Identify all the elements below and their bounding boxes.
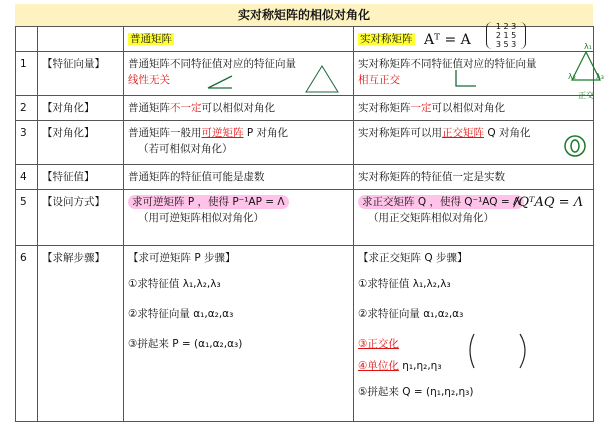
normal-text-b: 可逆矩阵 (201, 127, 244, 139)
normal-steps-head: 【求可逆矩阵 P 步骤】 (128, 252, 236, 264)
matrix-row: 2 1 5 (495, 31, 517, 40)
symmetric-question: 求正交矩阵 Q ，使得 Q⁻¹AQ = Λ (358, 195, 524, 209)
normal-text-c: P 对角化 (243, 127, 289, 139)
handwritten-orthogonal-equation: /QᵀAQ = Λ (514, 195, 584, 210)
right-angle-sketch-icon (456, 70, 476, 86)
symmetric-text: 实对称矩阵不同特征值对应的特征向量 (358, 58, 537, 70)
normal-text-b: 不一定 (170, 102, 202, 114)
green-triangle-icon (572, 52, 600, 80)
handwritten-lambda2: λ₂ (568, 72, 576, 81)
normal-text-c: 可以相似对角化 (201, 102, 275, 114)
symmetric-cell: 实对称矩阵的特征值一定是实数 (354, 165, 594, 190)
symmetric-step-3: ③正交化 (358, 338, 399, 350)
right-paren-icon (520, 334, 525, 368)
header-normal: 普通矩阵 (130, 33, 172, 45)
row-num: 4 (16, 165, 38, 190)
normal-note: （若可相似对角化） (138, 143, 233, 155)
normal-step: ③拼起来 P = (α₁,α₂,α₃) (128, 338, 243, 350)
symmetric-step: ①求特征值 λ₁,λ₂,λ₃ (358, 278, 451, 290)
row-num: 2 (16, 96, 38, 121)
matrix-row: 1 2 3 (495, 22, 517, 31)
vector-triangle-icon (306, 66, 338, 92)
angle-sketch-icon (208, 76, 232, 88)
normal-text-a: 普通矩阵 (128, 102, 170, 114)
symmetric-text-c: 可以相似对角化 (431, 102, 505, 114)
normal-step: ①求特征值 λ₁,λ₂,λ₃ (128, 278, 221, 290)
symmetric-text-a: 实对称矩阵 (358, 102, 411, 114)
handwritten-zhengjiao: 正交 (578, 91, 594, 100)
normal-question: 求可逆矩阵 P ，使得 P⁻¹AP = Λ (128, 195, 289, 209)
row-num: 5 (16, 190, 38, 246)
symmetric-note: （用正交矩阵相似对角化） (368, 212, 494, 224)
row-label: 【对角化】 (38, 121, 124, 165)
matrix-row: 3 5 3 (495, 40, 517, 49)
left-paren-icon (470, 334, 474, 368)
symmetric-text-a: 实对称矩阵可以用 (358, 127, 442, 139)
symmetric-step: ②求特征向量 α₁,α₂,α₃ (358, 308, 464, 320)
normal-text: 普通矩阵不同特征值对应的特征向量 (128, 58, 296, 70)
row-label: 【求解步骤】 (38, 246, 124, 422)
row-num: 1 (16, 52, 38, 96)
row-label: 【特征向量】 (38, 52, 124, 96)
symmetric-step-5: ⑤拼起来 Q = (η₁,η₂,η₃) (358, 386, 474, 398)
normal-step: ②求特征向量 α₁,α₂,α₃ (128, 308, 234, 320)
symmetric-highlight: 相互正交 (358, 74, 400, 86)
symmetric-step-4-vars: η₁,η₂,η₃ (398, 360, 442, 372)
zero-icon (571, 140, 579, 152)
normal-cell: 普通矩阵的特征值可能是虚数 (124, 165, 354, 190)
normal-note: （用可逆矩阵相似对角化） (138, 212, 264, 224)
header-symmetric: 实对称矩阵 (360, 33, 413, 45)
page-title: 实对称矩阵的相似对角化 (15, 4, 593, 26)
symmetric-text-b: 一定 (410, 102, 432, 114)
row-num: 6 (16, 246, 38, 422)
symmetric-text-b: 正交矩阵 (442, 127, 484, 139)
handwritten-lambda1: λ₁ (584, 42, 592, 51)
row-label: 【特征值】 (38, 165, 124, 190)
row-label: 【对角化】 (38, 96, 124, 121)
symmetric-steps-head: 【求正交矩阵 Q 步骤】 (358, 252, 468, 264)
handwritten-lambda3: λ₃ (596, 72, 604, 81)
row-label: 【设问方式】 (38, 190, 124, 246)
symmetric-step-4: ④单位化 (358, 360, 399, 372)
normal-highlight: 线性无关 (128, 74, 170, 86)
handwritten-transpose: Aᵀ = A (424, 32, 471, 48)
symmetric-text-c: Q 对角化 (484, 127, 531, 139)
row-num: 3 (16, 121, 38, 165)
normal-text-a: 普通矩阵一般用 (128, 127, 202, 139)
circle-icon (565, 136, 585, 156)
